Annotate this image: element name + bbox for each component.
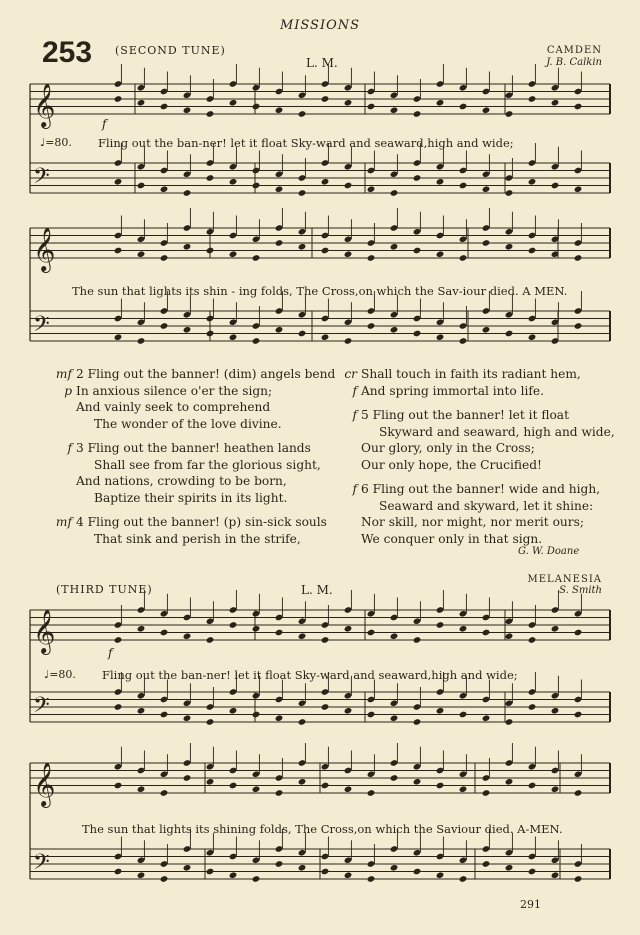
verse-line: Baptize their spirits in its light. [94,490,288,505]
note-head [183,774,192,782]
note-head [206,718,215,726]
bass-clef-icon: 𝄢 [33,164,50,194]
note-head [413,110,422,118]
note-head [229,333,238,341]
verses-right [325,366,615,547]
third-tune-tempo: ♩=80. [44,668,76,681]
note-head [229,782,238,790]
note-head [551,182,560,190]
note-head [528,247,537,255]
note-head [298,330,307,338]
note-head [367,629,376,637]
verse-line: Our only hope, the Crucified! [361,457,542,472]
hymn-author: G. W. Doane [518,546,580,557]
second-tune-meter: L. M. [306,56,338,70]
verse-line: Fling out the banner! heathen lands [87,441,311,455]
verse-number: 5 [361,408,369,422]
note-head [459,254,468,262]
verse-line: Fling out the banner! (p) sin-sick souls [87,515,327,529]
verse-number: 2 [76,367,84,381]
note-head [413,330,422,338]
note-head [390,714,399,722]
note-head [160,789,169,797]
verse-line: Fling out the banner! wide and high, [372,482,601,496]
note-head [114,247,123,255]
verse-dynamic: cr [344,367,357,381]
verse-line: Skyward and seaward, high and wide, [379,424,615,439]
verse-line: In anxious silence o'er the sign; [76,383,273,398]
verse-dynamic: f [352,408,357,422]
note-head [252,711,261,719]
note-head [413,778,422,786]
verse-dynamic: f [352,482,357,496]
verse-line: Fling out the banner! let it float [372,408,569,422]
note-head [298,189,307,197]
note-head [390,243,399,251]
note-head [275,789,284,797]
note-head [321,782,330,790]
note-head [505,330,514,338]
note-head [183,326,192,334]
note-head [551,785,560,793]
note-head [275,106,284,114]
note-head [183,189,192,197]
note-head [551,707,560,715]
note-head [137,182,146,190]
note-head [321,636,330,644]
note-head [436,782,445,790]
note-head [436,707,445,715]
note-head [275,714,284,722]
note-head [298,718,307,726]
note-head [344,707,353,715]
note-head [252,182,261,190]
note-head [551,99,560,107]
note-head [321,247,330,255]
note-head [528,333,537,341]
note-head [413,174,422,182]
note-head [482,860,491,868]
note-head [459,711,468,719]
note-head [505,243,514,251]
note-head [367,789,376,797]
note-head [436,871,445,879]
note-head [160,322,169,330]
note-head [390,774,399,782]
note-head [114,95,123,103]
section-title: MISSIONS [279,18,361,33]
note-head [206,174,215,182]
note-head [321,333,330,341]
note-head [413,718,422,726]
note-head [252,337,261,345]
note-head [574,322,583,330]
verse-line: Seaward and skyward, let it shine: [379,498,594,513]
note-head [275,629,284,637]
note-head [206,868,215,876]
verse-dynamic-inner: f [352,383,357,398]
note-head [114,178,123,186]
third-tune-composer: S. Smith [559,585,602,596]
note-head [252,254,261,262]
second-tune-dynamic: f [102,117,107,131]
note-head [321,868,330,876]
note-head [275,326,284,334]
verse-dynamic-inner: p [64,383,72,398]
note-head [367,185,376,193]
note-head [344,182,353,190]
note-head [436,333,445,341]
note-head [436,178,445,186]
note-head [528,95,537,103]
note-head [482,629,491,637]
note-head [252,785,261,793]
third-tune-dynamic: f [108,646,113,660]
note-head [505,778,514,786]
note-head [183,864,192,872]
note-head [551,625,560,633]
note-head [367,875,376,883]
hymn-number: 253 [42,36,93,69]
second-tune-lyric-1: Fling out the ban-ner! let it float Sky-ward and seaward,high and wide; [98,136,514,150]
verse-number: 4 [76,515,84,529]
note-head [321,703,330,711]
note-head [413,636,422,644]
verse-number: 3 [76,441,84,455]
third-tune-lyric-1: Fling out the ban-ner! let it float Sky-ward and seaward,high and wide; [102,668,518,682]
note-head [183,714,192,722]
note-head [183,632,192,640]
note-head [298,110,307,118]
note-head [252,103,261,111]
verse-line: And nations, crowding to be born, [76,474,287,488]
note-head [482,106,491,114]
verse-line: Our glory, only in the Cross; [361,441,535,455]
note-head [482,326,491,334]
second-tune-composer: J. B. Calkin [546,57,602,68]
verse-line: Shall see from far the glorious sight, [94,457,321,472]
verse-number: 6 [361,482,369,496]
note-head [183,106,192,114]
second-tune-tempo: ♩=80. [40,136,72,149]
note-head [482,789,491,797]
note-head [275,239,284,247]
note-head [114,333,123,341]
note-head [367,322,376,330]
verse-line: We conquer only in that sign. [361,531,543,546]
note-head [206,110,215,118]
treble-clef-icon: 𝄞 [33,762,56,806]
verse-line: And spring immortal into life. [361,383,544,398]
note-head [206,247,215,255]
note-head [390,632,399,640]
note-head [252,625,261,633]
bass-clef-icon: 𝄢 [33,312,50,342]
note-head [482,185,491,193]
note-head [482,714,491,722]
note-head [574,103,583,111]
note-head [160,254,169,262]
verse-line: Shall touch in faith its radiant hem, [361,367,581,381]
note-head [574,254,583,262]
note-head [137,250,146,258]
note-head [344,250,353,258]
note-head [390,189,399,197]
note-head [298,632,307,640]
note-head [436,99,445,107]
note-head [137,625,146,633]
note-head [298,778,307,786]
note-head [528,178,537,186]
note-head [229,707,238,715]
note-head [206,636,215,644]
note-head [367,254,376,262]
note-head [505,718,514,726]
note-head [275,860,284,868]
note-head [137,871,146,879]
note-head [367,711,376,719]
note-head [321,178,330,186]
note-head [160,875,169,883]
note-head [206,778,215,786]
note-head [528,782,537,790]
note-head [574,875,583,883]
note-head [459,182,468,190]
treble-clef-icon: 𝄞 [33,227,56,271]
note-head [551,871,560,879]
note-head [114,636,123,644]
note-head [344,871,353,879]
third-tune-meter: L. M. [301,583,333,597]
verse-dynamic: mf [55,515,72,529]
note-head [459,625,468,633]
bass-clef-icon: 𝄢 [33,693,50,723]
note-head [390,864,399,872]
note-head [390,106,399,114]
note-head [114,868,123,876]
note-head [505,632,514,640]
note-head [160,103,169,111]
note-head [505,189,514,197]
note-head [344,785,353,793]
note-head [229,178,238,186]
note-head [413,868,422,876]
note-head [390,326,399,334]
note-head [137,707,146,715]
note-head [574,711,583,719]
note-head [459,785,468,793]
second-tune-lyric-2: The sun that lights its shin - ing folds, The Cross,on which the Sav-iour died. A MEN. [72,284,568,298]
verse-dynamic: f [67,441,72,455]
treble-clef-icon: 𝄞 [33,609,56,653]
note-head [505,110,514,118]
note-head [321,95,330,103]
note-head [528,703,537,711]
note-head [528,868,537,876]
note-head [160,185,169,193]
note-head [160,629,169,637]
treble-clef-icon: 𝄞 [33,83,56,127]
note-head [459,103,468,111]
second-tune-name: CAMDEN [546,45,602,56]
note-head [206,330,215,338]
note-head [298,864,307,872]
third-tune-name: MELANESIA [527,574,602,585]
note-head [574,789,583,797]
verse-line: Nor skill, nor might, nor merit ours; [361,515,584,529]
note-head [229,99,238,107]
verse-line: That sink and perish in the strife, [94,531,301,546]
note-head [528,636,537,644]
verse-line: And vainly seek to comprehend [76,400,271,414]
note-head [413,247,422,255]
note-head [505,864,514,872]
second-tune-label: (SECOND TUNE) [115,44,226,57]
note-head [459,875,468,883]
note-head [229,621,238,629]
note-head [137,99,146,107]
third-tune-lyric-2: The sun that lights its shining folds, The Cross,on which the Saviour died. A-MEN. [82,822,563,836]
note-head [275,185,284,193]
note-head [482,239,491,247]
verse-line: The wonder of the love divine. [94,416,282,431]
bass-clef-icon: 𝄢 [33,850,50,880]
verse-line: Fling out the banner! (dim) angels bend [87,367,336,381]
note-head [114,782,123,790]
note-head [574,629,583,637]
note-head [367,103,376,111]
note-head [229,250,238,258]
note-head [160,711,169,719]
verse-dynamic: mf [55,367,72,381]
page-number: 291 [520,898,541,911]
verses-left [40,366,335,547]
note-head [229,871,238,879]
note-head [137,337,146,345]
note-head [436,250,445,258]
third-tune-label: (THIRD TUNE) [56,583,153,596]
note-head [183,243,192,251]
note-head [344,99,353,107]
note-head [574,185,583,193]
note-head [459,337,468,345]
note-head [137,785,146,793]
note-head [252,875,261,883]
note-head [344,337,353,345]
note-head [114,703,123,711]
note-head [344,625,353,633]
note-head [298,243,307,251]
note-head [436,621,445,629]
